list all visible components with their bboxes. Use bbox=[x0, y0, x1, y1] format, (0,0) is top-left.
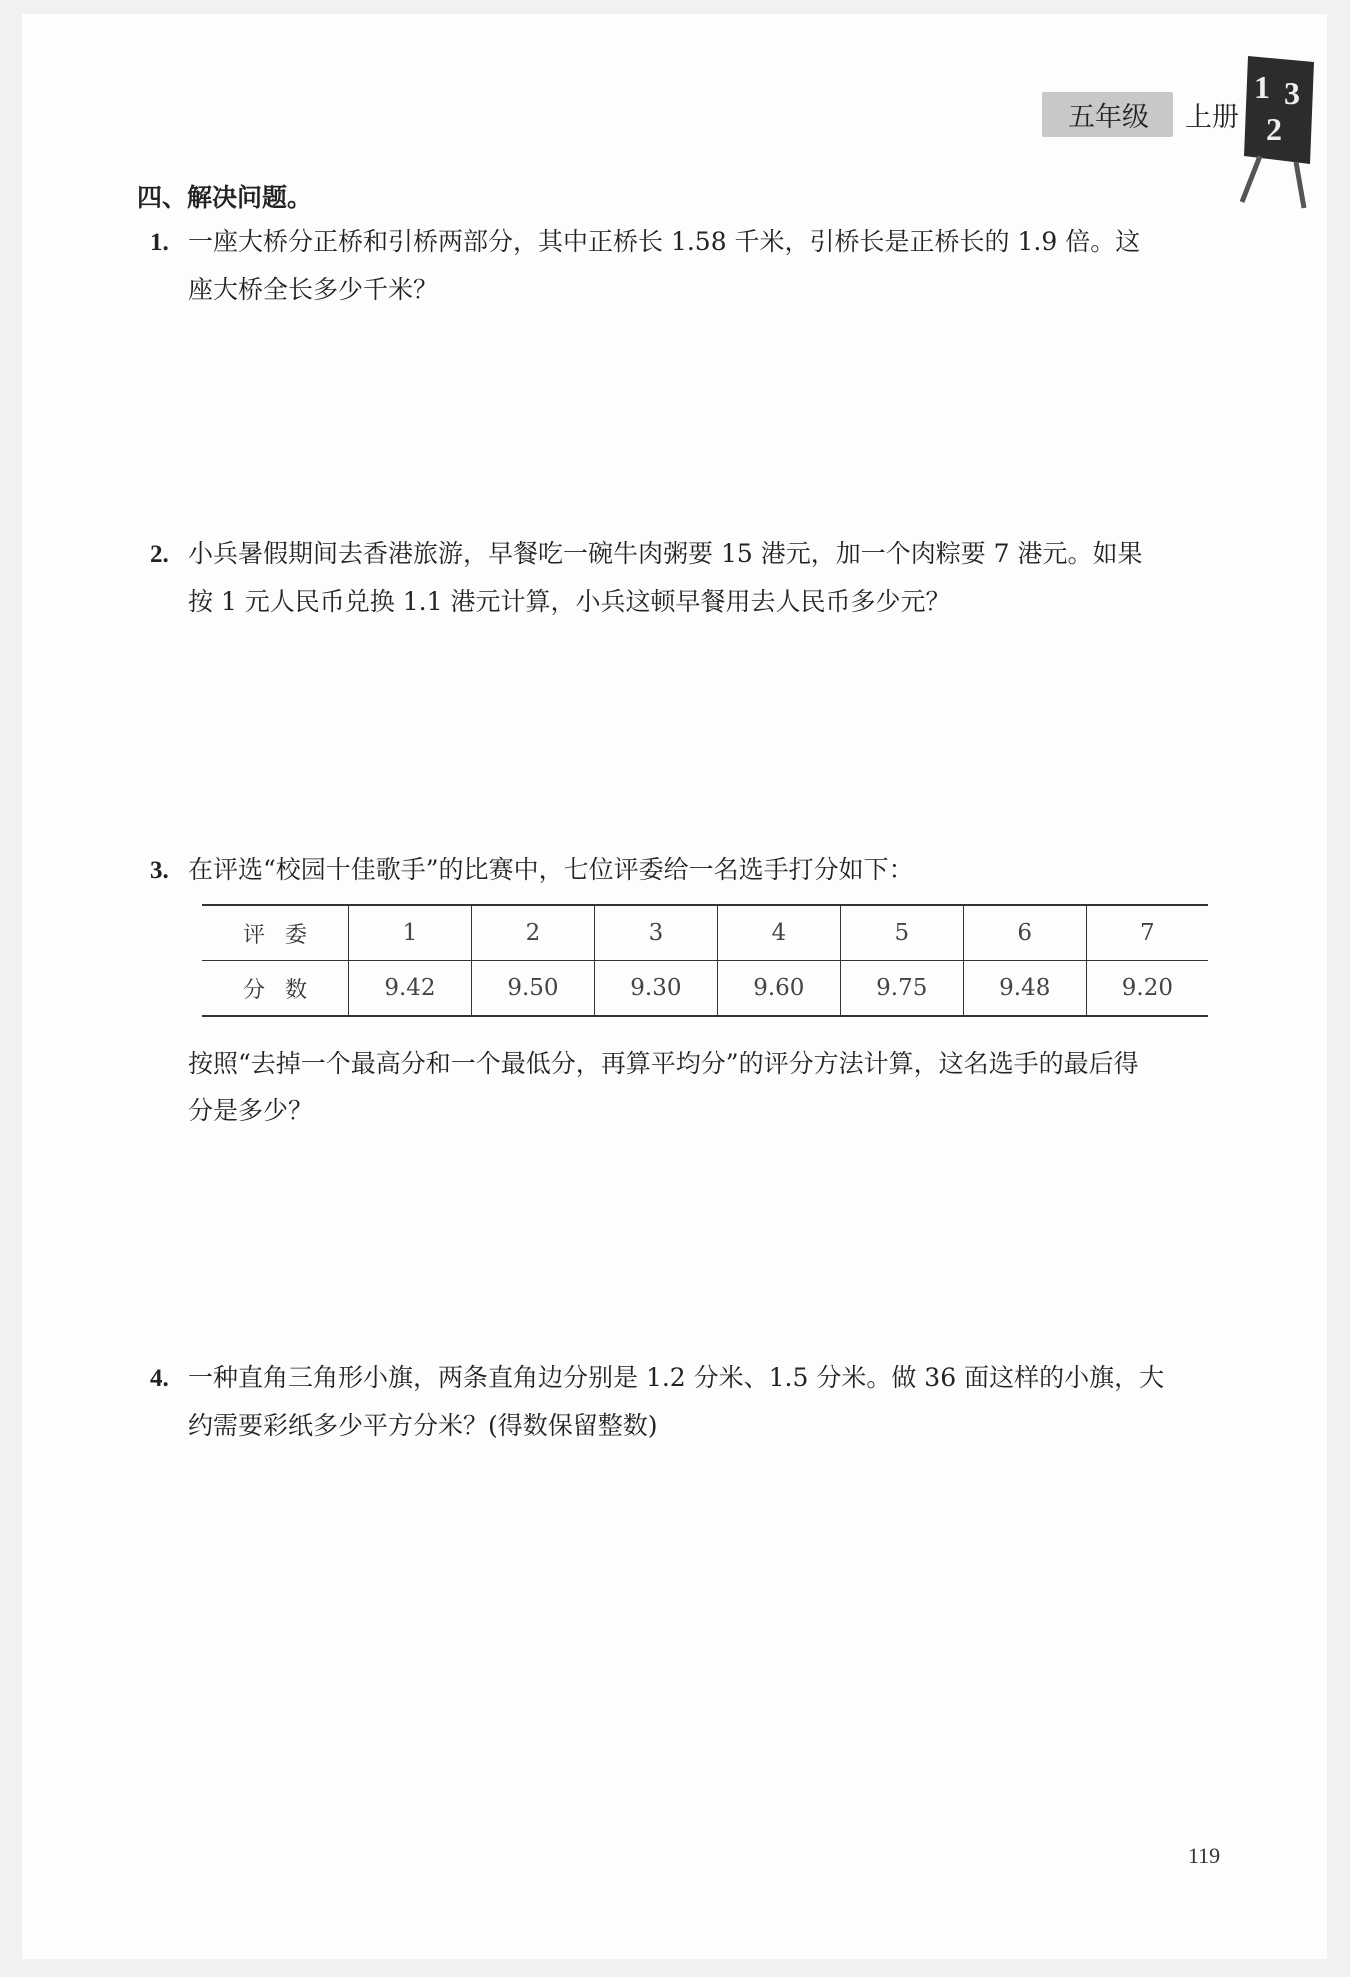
score-cell: 9.50 bbox=[471, 961, 594, 1017]
question-4 bbox=[150, 1354, 1230, 1449]
score-cell: 9.20 bbox=[1086, 961, 1208, 1017]
score-cell: 9.42 bbox=[349, 961, 472, 1017]
question-3 bbox=[150, 846, 1230, 894]
question-number: 3. bbox=[150, 857, 169, 884]
question-number: 4. bbox=[150, 1365, 169, 1392]
section-title: 四、解决问题。 bbox=[137, 183, 313, 212]
question-text: 一座大桥分正桥和引桥两部分，其中正桥长 1.58 千米，引桥长是正桥长的 1.9 倍。这 bbox=[188, 227, 1141, 256]
logo-digit-3: 3 bbox=[1284, 75, 1300, 111]
row-header-scores: 分数 bbox=[202, 961, 349, 1017]
question-text-cont: 按照“去掉一个最高分和一个最低分，再算平均分”的评分方法计算，这名选手的最后得 bbox=[188, 1049, 1139, 1078]
judge-cell: 7 bbox=[1086, 905, 1208, 961]
page-number: 119 bbox=[1188, 1843, 1221, 1868]
judge-cell: 3 bbox=[594, 905, 717, 961]
score-cell: 9.30 bbox=[594, 961, 717, 1017]
question-text: 一种直角三角形小旗，两条直角边分别是 1.2 分米、1.5 分米。做 36 面这样的小旗，大 bbox=[188, 1363, 1165, 1392]
question-text-cont: 分是多少？ bbox=[188, 1096, 314, 1125]
score-cell: 9.48 bbox=[963, 961, 1086, 1017]
logo-digit-1: 1 bbox=[1254, 69, 1270, 105]
row-header-judges: 评委 bbox=[202, 905, 349, 961]
volume-label: 上册 bbox=[1185, 102, 1239, 133]
score-row bbox=[202, 961, 1208, 1017]
question-2 bbox=[150, 530, 1230, 625]
question-3-followup bbox=[150, 1040, 1230, 1134]
question-1 bbox=[150, 218, 1230, 313]
score-cell: 9.60 bbox=[717, 961, 840, 1017]
score-cell: 9.75 bbox=[840, 961, 963, 1017]
page-header bbox=[1042, 92, 1239, 137]
judge-cell: 2 bbox=[471, 905, 594, 961]
grade-label: 五年级 bbox=[1042, 92, 1173, 137]
question-text-cont: 座大桥全长多少千米？ bbox=[188, 275, 439, 304]
question-number: 2. bbox=[150, 541, 169, 568]
question-text-cont: 约需要彩纸多少平方分米？(得数保留整数) bbox=[188, 1411, 658, 1440]
judge-cell: 1 bbox=[349, 905, 472, 961]
judge-cell: 6 bbox=[963, 905, 1086, 961]
question-number: 1. bbox=[150, 229, 169, 256]
question-text: 在评选“校园十佳歌手”的比赛中，七位评委给一名选手打分如下： bbox=[188, 855, 914, 884]
judge-cell: 4 bbox=[717, 905, 840, 961]
chalkboard-logo-icon bbox=[1240, 52, 1320, 212]
question-text-cont: 按 1 元人民币兑换 1.1 港元计算，小兵这顿早餐用去人民币多少元？ bbox=[188, 587, 951, 616]
judge-row bbox=[202, 905, 1208, 961]
logo-digit-2: 2 bbox=[1266, 111, 1282, 147]
score-table bbox=[202, 904, 1208, 1017]
judge-cell: 5 bbox=[840, 905, 963, 961]
question-text: 小兵暑假期间去香港旅游，早餐吃一碗牛肉粥要 15 港元，加一个肉粽要 7 港元。如果 bbox=[188, 539, 1143, 568]
